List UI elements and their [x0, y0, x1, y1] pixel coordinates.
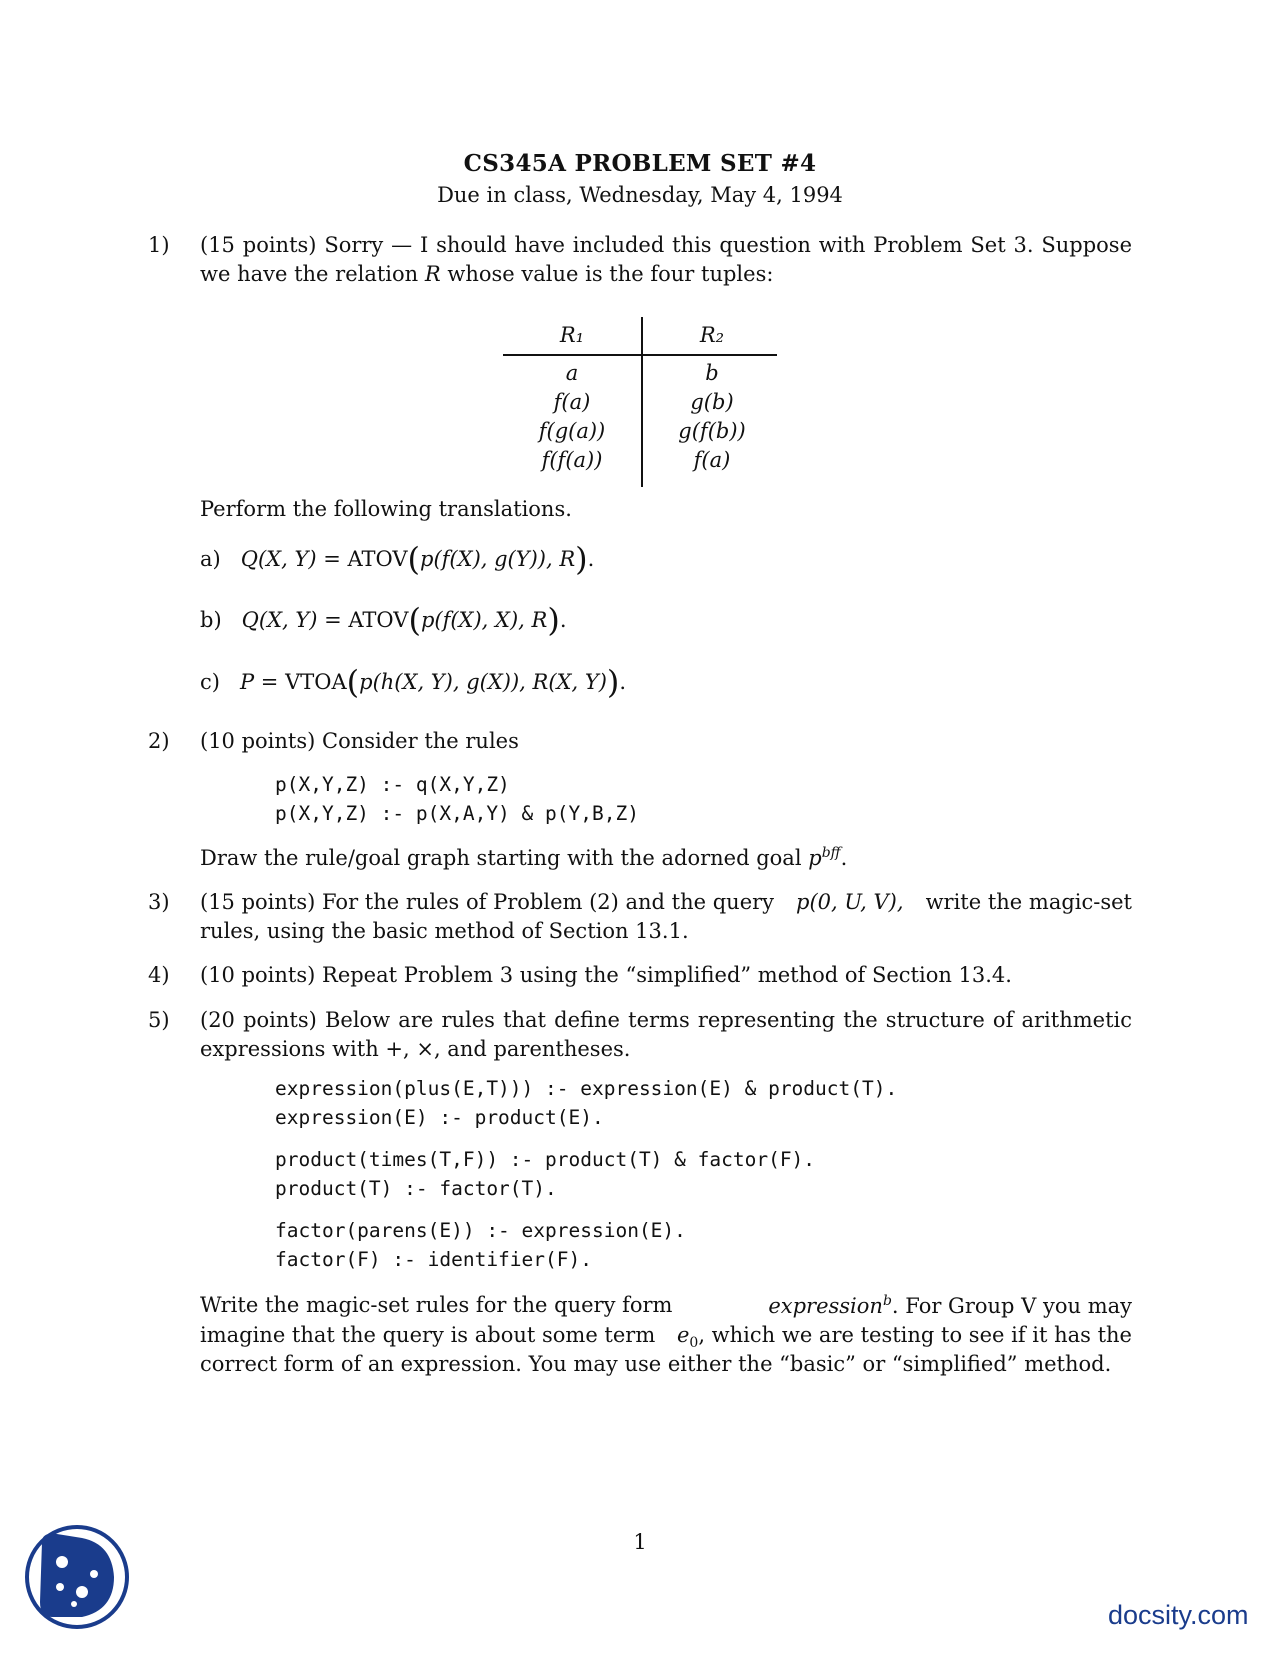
translation-c-lhs: P = — [240, 670, 279, 694]
problem-3-line1 — [200, 890, 1132, 914]
paren-open: ( — [346, 663, 360, 701]
rule-5-4: product(T) :- factor(T). — [275, 1177, 557, 1200]
draw-adornment: bff — [821, 845, 841, 861]
table-cell: f(g(a)) — [538, 419, 606, 443]
translation-c — [200, 663, 627, 701]
problem-2-number: 2) — [148, 729, 170, 753]
table-cell: g(f(b)) — [678, 419, 746, 443]
closing-adornment: b — [882, 1293, 892, 1309]
table-cell: f(a) — [693, 448, 731, 472]
problem-5-line2: expressions with +, ×, and parentheses. — [200, 1037, 631, 1061]
closing-query-form: expression — [768, 1294, 883, 1318]
table-cell: g(b) — [690, 390, 734, 414]
problem-1-line2 — [200, 262, 773, 286]
problem-1-number: 1) — [148, 233, 170, 257]
paren-close: ) — [606, 663, 620, 701]
translation-b-op: ATOV — [348, 608, 409, 632]
table-cell: f(a) — [553, 390, 591, 414]
draw-goal: p — [808, 846, 822, 870]
page-number: 1 — [633, 1530, 647, 1554]
closing-term-subscript: 0 — [689, 1335, 699, 1352]
problem-5-number: 5) — [148, 1008, 170, 1032]
translation-c-end: . — [619, 670, 627, 694]
table-horizontal-rule — [503, 354, 777, 356]
closing-l1-post: . For Group V you may — [891, 1294, 1132, 1318]
translations-intro: Perform the following translations. — [200, 497, 572, 521]
translation-a-arg: p(f(X), g(Y)), R — [420, 547, 576, 571]
rule-2-2: p(X,Y,Z) :- p(X,A,Y) & p(Y,B,Z) — [275, 802, 639, 825]
table-header-r2: R₂ — [699, 323, 725, 347]
closing-line3: correct form of an expression. You may use either the “basic” or “simplified” method. — [200, 1352, 1112, 1376]
table-cell: a — [565, 361, 579, 385]
closing-l1-pre: Write the magic-set rules for the query form — [200, 1293, 673, 1317]
translation-c-label: c) — [200, 670, 220, 694]
translation-a — [200, 540, 595, 578]
problem-1-line2-post: whose value is the four tuples: — [447, 262, 774, 286]
problem-5-line1: (20 points) Below are rules that define terms representing the structure of arithmetic — [200, 1008, 1132, 1032]
translation-b-arg: p(f(X), X), R — [420, 608, 548, 632]
table-cell: f(f(a)) — [541, 448, 603, 472]
rule-5-3: product(times(T,F)) :- product(T) & factor(F). — [275, 1148, 816, 1171]
rule-5-5: factor(parens(E)) :- expression(E). — [275, 1219, 686, 1242]
draw-pre: Draw the rule/goal graph starting with the adorned goal — [200, 846, 802, 870]
closing-line1 — [200, 1293, 1132, 1318]
paren-open: ( — [408, 601, 421, 639]
table-header-r1: R₁ — [559, 323, 585, 347]
problem-3-pre: (15 points) For the rules of Problem (2) and the query — [200, 890, 775, 914]
problem-3-query: p(0, U, V), — [796, 890, 904, 914]
draw-end: . — [840, 846, 848, 870]
problem-1-line1: (15 points) Sorry — I should have included this question with Problem Set 3. Suppose — [200, 233, 1132, 257]
paren-open: ( — [407, 540, 421, 578]
translation-b-label: b) — [200, 608, 222, 632]
relation-var: R — [424, 262, 441, 286]
translation-c-arg: p(h(X, Y), g(X)), R(X, Y) — [359, 670, 607, 694]
problem-2-text: (10 points) Consider the rules — [200, 729, 519, 753]
translation-a-lhs: Q(X, Y) = — [240, 547, 341, 571]
problem-1-line2-pre: we have the relation — [200, 262, 419, 286]
rule-2-1: p(X,Y,Z) :- q(X,Y,Z) — [275, 773, 510, 796]
translation-a-end: . — [587, 547, 595, 571]
translation-a-op: ATOV — [347, 547, 408, 571]
closing-l2-pre: imagine that the query is about some term — [200, 1323, 656, 1347]
closing-line2 — [200, 1323, 1132, 1351]
translation-c-op: VTOA — [285, 670, 347, 694]
closing-l2-post: , which we are testing to see if it has the — [698, 1323, 1132, 1347]
problem-4-number: 4) — [148, 963, 170, 987]
problem-3-number: 3) — [148, 890, 170, 914]
translation-b — [200, 601, 567, 639]
translation-b-end: . — [559, 608, 567, 632]
relation-table — [503, 317, 777, 487]
rule-5-1: expression(plus(E,T))) :- expression(E) & product(T). — [275, 1077, 898, 1100]
paren-close: ) — [547, 601, 560, 639]
paren-close: ) — [575, 540, 588, 578]
rule-5-2: expression(E) :- product(E). — [275, 1106, 604, 1129]
problem-3-post: write the magic-set — [925, 890, 1132, 914]
problem-3-line2: rules, using the basic method of Section 13.1. — [200, 919, 689, 943]
draw-instruction — [200, 845, 847, 870]
problem-4-text: (10 points) Repeat Problem 3 using the “simplified” method of Section 13.4. — [200, 963, 1012, 987]
translation-b-lhs: Q(X, Y) = — [241, 608, 342, 632]
due-date: Due in class, Wednesday, May 4, 1994 — [437, 183, 843, 207]
table-cell: b — [705, 361, 719, 385]
page-title: CS345A PROBLEM SET #4 — [463, 150, 817, 177]
translation-a-label: a) — [200, 547, 221, 571]
closing-term: e — [676, 1323, 690, 1347]
docsity-brand-link[interactable]: docsity.com — [1108, 1600, 1249, 1630]
docsity-logo-icon[interactable] — [22, 1522, 132, 1632]
rule-5-6: factor(F) :- identifier(F). — [275, 1248, 592, 1271]
